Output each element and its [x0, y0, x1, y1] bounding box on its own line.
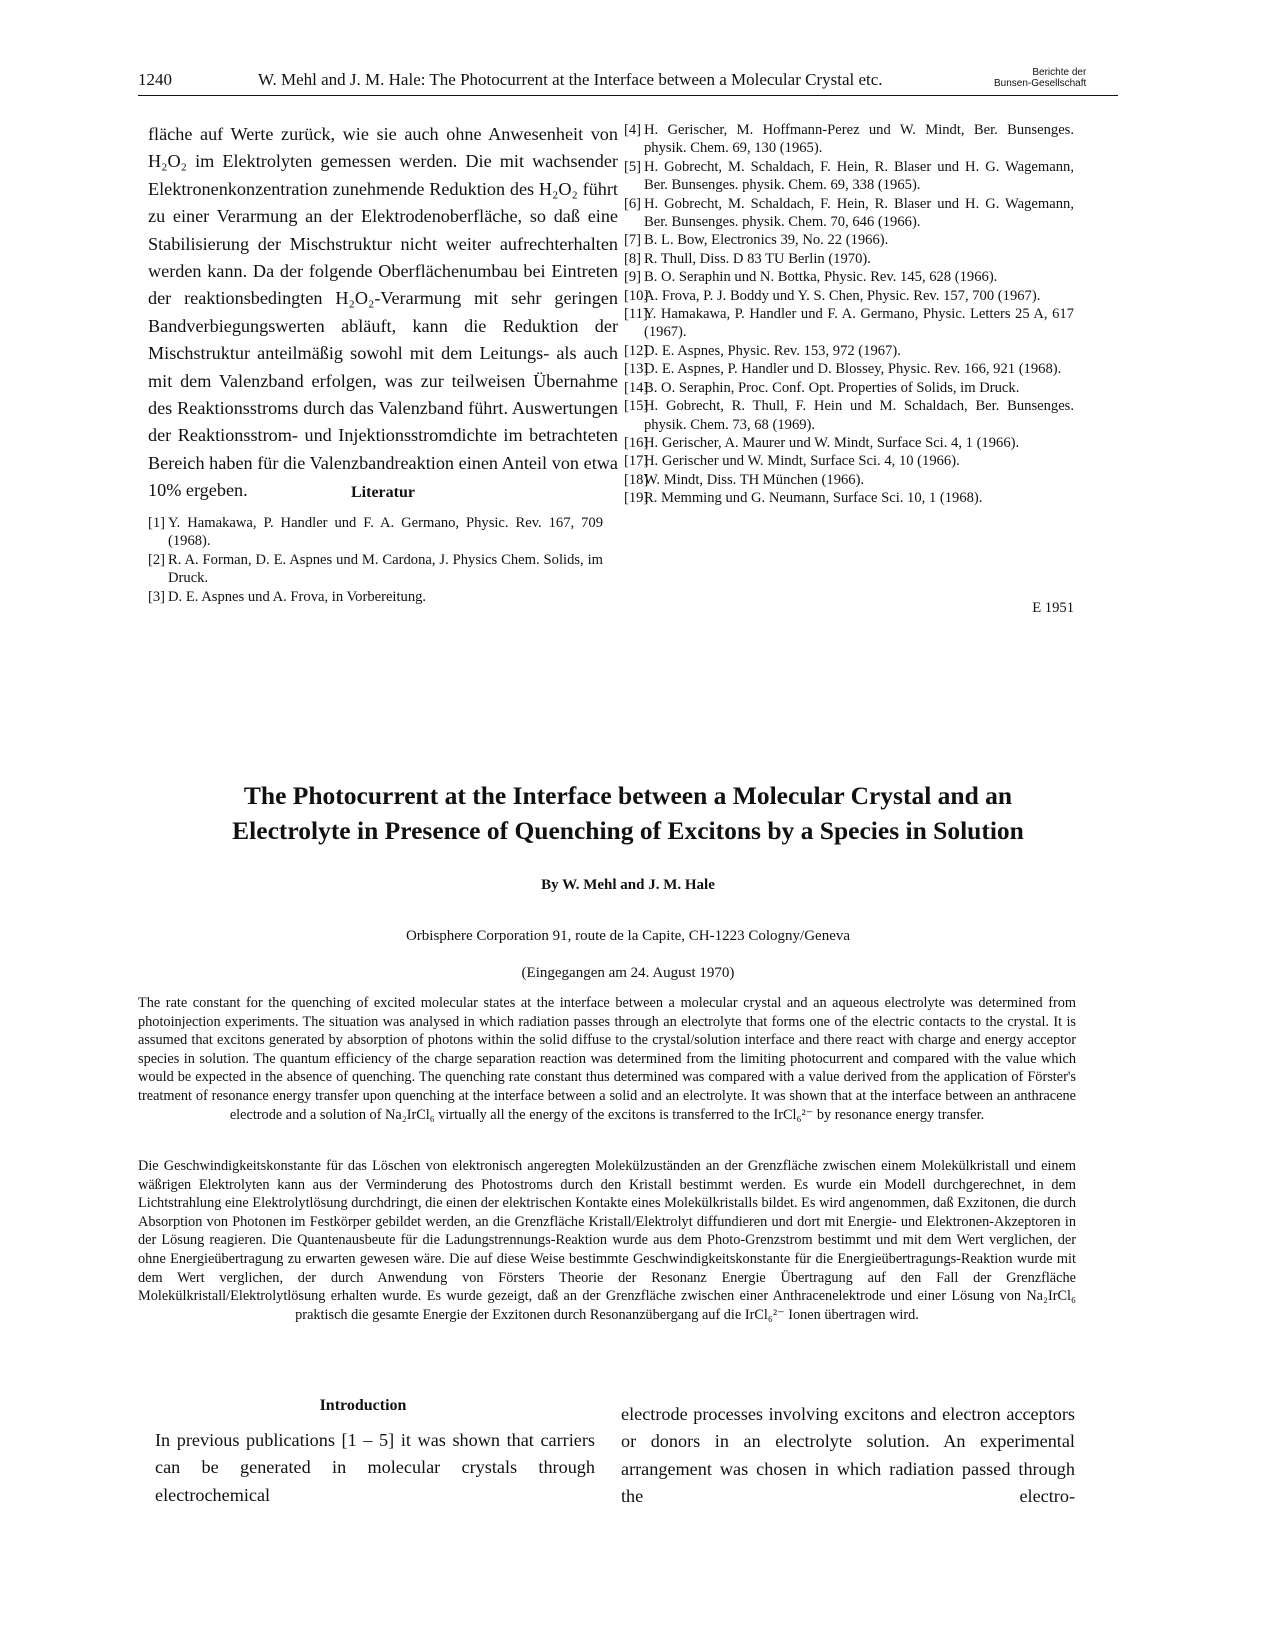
reference-item — [624, 360, 1074, 378]
introduction-column-left — [155, 1427, 595, 1509]
article-affiliation: Orbisphere Corporation 91, route de la Capite, CH-1223 Cologny/Geneva — [405, 928, 851, 944]
reference-item — [624, 250, 1074, 268]
reference-number: [1] — [148, 515, 166, 531]
reference-number: [10] — [624, 287, 649, 304]
reference-text: R. Memming und G. Neumann, Surface Sci. 10, 1 (1968). — [644, 490, 983, 507]
reference-number: [12] — [624, 342, 649, 359]
reference-list-left — [148, 514, 603, 606]
reference-text: D. E. Aspnes, P. Handler und D. Blossey, Physic. Rev. 166, 921 (1968). — [644, 361, 1062, 378]
reference-item — [624, 489, 1074, 507]
reference-item — [624, 397, 1074, 434]
reference-text: D. E. Aspnes, Physic. Rev. 153, 972 (1967). — [644, 342, 901, 359]
reference-item — [624, 158, 1074, 195]
journal-name — [994, 67, 1086, 89]
reference-item — [624, 434, 1074, 452]
reference-number: [19] — [624, 490, 649, 507]
reference-number: [13] — [624, 361, 649, 378]
reference-text: B. L. Bow, Electronics 39, No. 22 (1966). — [644, 232, 889, 249]
introduction-text-left: In previous publications [1 – 5] it was shown that carriers can be generated in molecular crystals through electrochemical — [155, 1430, 595, 1505]
reference-text: H. Gerischer und W. Mindt, Surface Sci. 4, 10 (1966). — [644, 453, 960, 470]
journal-name-line1: Berichte der — [1032, 67, 1087, 78]
reference-text: A. Frova, P. J. Boddy und Y. S. Chen, Physic. Rev. 157, 700 (1967). — [644, 287, 1041, 304]
journal-name-line2: Bunsen-Gesellschaft — [994, 78, 1087, 89]
reference-number: [11] — [624, 306, 648, 323]
reference-number: [4] — [624, 122, 642, 138]
reference-number: [8] — [624, 250, 642, 267]
reference-text: H. Gerischer, A. Maurer und W. Mindt, Surface Sci. 4, 1 (1966). — [644, 434, 1020, 451]
previous-article-paragraph — [148, 121, 618, 505]
abstract-german-text: Die Geschwindigkeitskonstante für das Löschen von elektronisch angeregten Molekülzuständen an der Grenzfläche zwischen einem Molekülkristall und einem wäßrigen Elektrolyten kann aus der Verminderung des Photostroms durch den Kristall bestimmt werden. Es wurde ein Modell durchgerechnet, in dem Lichtstrahlung eine Elektrolytlösung durchdringt, die einen der elektrischen Kontakte eines Molekülkristalls bildet. Es wird angenommen, daß Exzitonen, die durch Absorption von Photonen im Festkörper gebildet werden, an die Grenzfläche Kristall/Elektrolyt diffundieren und dort mit Energie- und Elektronen-Akzeptoren in der Lösung reagieren. Die Quantenausbeute für die Ladungstrennungs-Reaktion wurde aus dem Photo-Grenzstrom bestimmt und mit dem Wert verglichen, der ohne Energieübertragung zu erwarten gewesen wäre. Die auf diese Weise bestimmte Geschwindigkeitskonstante für die Energieübertragungs-Reaktion wurde mit dem Wert verglichen, der durch Anwendung von Försters Theorie der Resonanz Energie Übertragung auf den Fall der Grenzfläche Molekülkristall/Elektrolytlösung erhalten wurde. Es wurde gezeigt, daß an der Grenzfläche zwischen einer Anthracenelektrode und einer Lösung von Na₂IrCl₆ praktisch die gesamte Energie der Exzitonen durch Resonanzübergang auf die IrCl₆²⁻ Ionen übertragen wird. — [138, 1158, 1076, 1323]
reference-item — [624, 342, 1074, 360]
reference-number: [2] — [148, 551, 166, 568]
reference-text: R. Thull, Diss. D 83 TU Berlin (1970). — [644, 250, 871, 267]
reference-number: [14] — [624, 379, 649, 396]
article-title-line2: Electrolyte in Presence of Quenching of Excitons by a Species in Solution — [232, 816, 1024, 845]
reference-item — [624, 195, 1074, 232]
reference-item — [624, 471, 1074, 489]
reference-number: [18] — [624, 471, 649, 488]
reference-number: [16] — [624, 434, 649, 451]
reference-item — [624, 231, 1074, 249]
reference-text: B. O. Seraphin und N. Bottka, Physic. Rev. 145, 628 (1966). — [644, 269, 998, 286]
reference-item — [148, 588, 603, 606]
abstract-english-text: The rate constant for the quenching of excited molecular states at the interface between a molecular crystal and an aqueous electrolyte was determined from photoinjection experiments. The situation was analysed in which radiation passes through an electrolyte that forms one of the electric contacts to the crystal. It is assumed that excitons generated by absorption of photons within the solid diffuse to the crystal/solution interface and there react with charge and energy acceptor species in solution. The quantum efficiency of the charge separation reaction was determined from the limiting photocurrent and compared with the value which would be expected in the absence of quenching. The quenching rate constant thus determined was compared with a value derived from the application of Förster's treatment of resonance energy transfer upon quenching at the interface between a solid and an electrolyte. It was shown that at the interface between an anthracene electrode and a solution of Na₂IrCl₆ virtually all the energy of the excitons is transferred to the IrCl₆²⁻ by resonance energy transfer. — [138, 995, 1076, 1123]
abstract-german — [138, 1157, 1076, 1324]
reference-item — [624, 452, 1074, 470]
reference-number: [9] — [624, 269, 642, 286]
reference-text: Y. Hamakawa, P. Handler und F. A. Germano, Physic. Rev. 167, 709 (1968). — [168, 515, 603, 550]
article-title — [138, 778, 1118, 848]
introduction-heading: Introduction — [319, 1397, 407, 1414]
introduction-text-right: electrode processes involving excitons and electron acceptors or donors in an electrolyte solution. An experimental arrangement was chosen in which radiation passed through the electro- — [621, 1404, 1075, 1507]
reference-text: H. Gobrecht, R. Thull, F. Hein und M. Schaldach, Ber. Bunsenges. physik. Chem. 73, 68 (1969). — [644, 398, 1074, 433]
reference-text: W. Mindt, Diss. TH München (1966). — [644, 471, 865, 488]
reference-number: [5] — [624, 158, 642, 175]
reference-number: [3] — [148, 588, 166, 605]
reference-text: Y. Hamakawa, P. Handler und F. A. Germano, Physic. Letters 25 A, 617 (1967). — [644, 306, 1074, 341]
reference-item — [624, 121, 1074, 158]
abstract-english — [138, 994, 1076, 1124]
reference-list-right — [624, 121, 1074, 508]
article-authors: By W. Mehl and J. M. Hale — [541, 877, 715, 893]
reference-number: [6] — [624, 195, 642, 212]
article-title-line1: The Photocurrent at the Interface between a Molecular Crystal and an — [243, 781, 1013, 810]
reference-text: R. A. Forman, D. E. Aspnes und M. Cardona, J. Physics Chem. Solids, im Druck. — [168, 551, 603, 587]
reference-item — [148, 551, 603, 588]
reference-number: [17] — [624, 453, 649, 470]
running-title: W. Mehl and J. M. Hale: The Photocurrent at the Interface between a Molecular Crystal etc. — [258, 70, 883, 89]
reference-text: H. Gobrecht, M. Schaldach, F. Hein, R. Blaser und H. G. Wagemann, Ber. Bunsenges. physik. Chem. 69, 338 (1965). — [644, 158, 1074, 194]
reference-number: [15] — [624, 398, 649, 415]
reference-item — [624, 287, 1074, 305]
introduction-column-right — [621, 1401, 1075, 1511]
article-received-date: (Eingegangen am 24. August 1970) — [521, 965, 735, 981]
reference-item — [624, 305, 1074, 342]
article-code: E 1951 — [1032, 600, 1074, 616]
reference-item — [624, 268, 1074, 286]
reference-text: D. E. Aspnes und A. Frova, in Vorbereitung. — [168, 588, 427, 605]
reference-item — [624, 379, 1074, 397]
reference-text: H. Gerischer, M. Hoffmann-Perez und W. Mindt, Ber. Bunsenges. physik. Chem. 69, 130 (1965). — [644, 122, 1074, 157]
reference-number: [7] — [624, 232, 642, 249]
paragraph-text: fläche auf Werte zurück, wie sie auch ohne Anwesenheit von H₂O₂ im Elektrolyten gemessen werden. Die mit wachsender Elektronenkonzentration zunehmende Reduktion des H₂O₂ führt zu einer Verarmung an der Elektrodenoberfläche, so daß eine Stabilisierung der Mischstruktur nicht weiter aufrechterhalten werden kann. Da der folgende Oberflächenumbau bei Eintreten der reaktionsbedingten H₂O₂-Verarmung mit sehr geringen Bandverbiegungswerten abläuft, kann die Reduktion der Mischstruktur anteilmäßig sowohl mit dem Leitungs- als auch mit dem Valenzband erfolgen, was zur teilweisen Übernahme des Reaktionsstroms durch das Valenzband führt. Auswertungen der Reaktionsstrom- und Injektionsstromdichte im betrachteten Bereich haben für die Valenzbandreaktion einen Anteil von etwa 10% ergeben. — [148, 124, 618, 501]
reference-text: B. O. Seraphin, Proc. Conf. Opt. Properties of Solids, im Druck. — [644, 379, 1020, 396]
literature-heading: Literatur — [351, 484, 415, 501]
reference-text: H. Gobrecht, M. Schaldach, F. Hein, R. Blaser und H. G. Wagemann, Ber. Bunsenges. physik. Chem. 70, 646 (1966). — [644, 195, 1074, 231]
header-rule — [138, 95, 1118, 96]
reference-item — [148, 514, 603, 551]
page-number: 1240 — [138, 70, 172, 89]
